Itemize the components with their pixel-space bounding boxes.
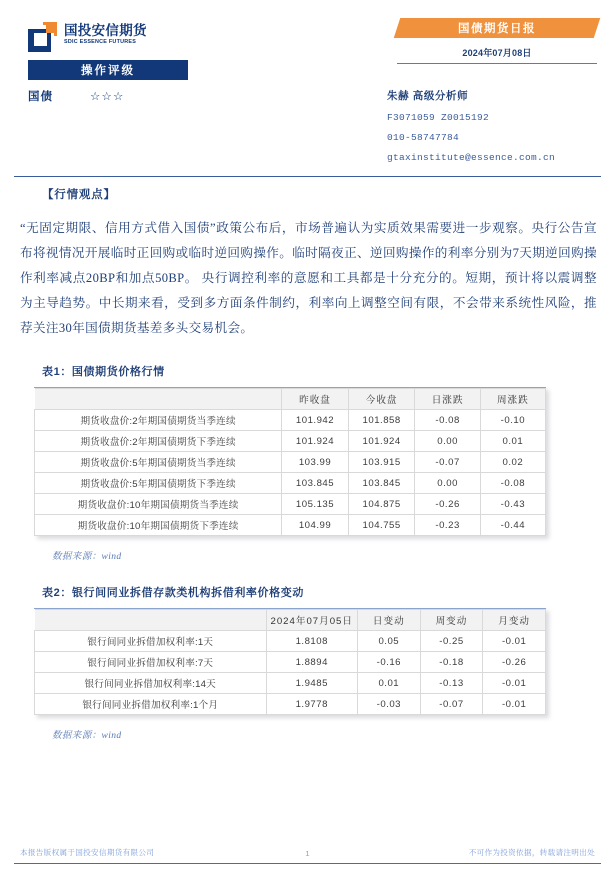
table2-row1-val3: -0.26 xyxy=(483,652,546,673)
table2-header-2: 周变动 xyxy=(420,610,483,631)
table2-source-note: 数据来源：wind xyxy=(52,731,122,741)
table1-row4-val3: -0.43 xyxy=(480,494,545,515)
table1-row5-val3: -0.44 xyxy=(480,515,545,536)
table1-row2-val2: -0.07 xyxy=(415,452,480,473)
table1-header-0: 昨收盘 xyxy=(282,389,349,410)
table1-header-row xyxy=(35,389,546,410)
table-row xyxy=(35,652,546,673)
company-logo xyxy=(28,22,147,52)
table1-row1-val1: 101.924 xyxy=(348,431,415,452)
footer-page-number: 1 xyxy=(305,849,310,858)
table1-row1-label: 期货收盘价:2年期国债期货下季连续 xyxy=(35,431,282,452)
analyst-phone: 010-58747784 xyxy=(387,132,460,143)
analyst-email: gtaxinstitute@essence.com.cn xyxy=(387,152,556,163)
table1-row1-val0: 101.924 xyxy=(282,431,349,452)
table1-header-1: 今收盘 xyxy=(348,389,415,410)
rating-bar-title: 操作评级 xyxy=(28,60,188,80)
table1-row5-val2: -0.23 xyxy=(415,515,480,536)
header-divider xyxy=(14,176,601,177)
table2-row0-val0: 1.8108 xyxy=(266,631,357,652)
table2-header-row xyxy=(35,610,546,631)
table2-row3-val3: -0.01 xyxy=(483,694,546,715)
table2-row2-val3: -0.01 xyxy=(483,673,546,694)
table2-row1-val0: 1.8894 xyxy=(266,652,357,673)
table-row xyxy=(35,631,546,652)
table-row xyxy=(35,673,546,694)
table1-row2-label: 期货收盘价:5年期国债期货当季连续 xyxy=(35,452,282,473)
logo-mark-icon xyxy=(28,22,58,52)
table2-row3-val0: 1.9778 xyxy=(266,694,357,715)
table2-row0-val2: -0.25 xyxy=(420,631,483,652)
footer-copyright: 本报告版权属于国投安信期货有限公司 xyxy=(20,848,155,857)
table2-header-1: 日变动 xyxy=(357,610,420,631)
table2 xyxy=(34,609,546,715)
table1-header-blank xyxy=(35,389,282,410)
table2-title: 表2：银行间同业拆借存款类机构拆借利率价格变动 xyxy=(42,587,304,599)
table1-row1-val3: 0.01 xyxy=(480,431,545,452)
table2-row2-label: 银行间同业拆借加权利率:14天 xyxy=(35,673,267,694)
table2-row2-val0: 1.9485 xyxy=(266,673,357,694)
rating-row xyxy=(28,88,125,104)
document-header xyxy=(0,0,615,168)
viewpoint-body-text: “无固定期限、信用方式借入国债”政策公布后，市场普遍认为实质效果需要进一步观察。央行公告宣布将视情况开展临时正回购或临时逆回购操作。临时隔夜正、逆回购操作的利率分别为7天期逆回购操作利率减点20BP和加点50BP。 央行调控利率的意愿和工具都是十分充分的。短期，预计将以震调整为主导趋势。中长期来看，受到多方面条件制约，利率向上调整空间有限，不会带来系统性风险，推荐关注30年国债期货基差多头交易机会。 xyxy=(20,221,597,335)
table1-row1-val2: 0.00 xyxy=(415,431,480,452)
table1-row0-val1: 101.858 xyxy=(348,410,415,431)
report-banner xyxy=(397,18,597,64)
table1-row4-val0: 105.135 xyxy=(282,494,349,515)
table2-row1-val2: -0.18 xyxy=(420,652,483,673)
table2-container xyxy=(34,608,546,715)
logo-company-name-en: SDIC ESSENCE FUTURES xyxy=(64,39,137,45)
table-row xyxy=(35,694,546,715)
analyst-name: 朱赫 高级分析师 xyxy=(387,90,469,102)
viewpoint-section-title: 【行情观点】 xyxy=(42,189,116,201)
table1 xyxy=(34,388,546,536)
table1-title: 表1：国债期货价格行情 xyxy=(42,366,165,378)
table2-header-0: 2024年07月05日 xyxy=(266,610,357,631)
table1-row3-val0: 103.845 xyxy=(282,473,349,494)
rating-stars-icon: ☆☆☆ xyxy=(90,91,125,103)
table1-row4-val1: 104.875 xyxy=(348,494,415,515)
rating-instrument-label: 国债 xyxy=(28,91,53,103)
table-row xyxy=(35,410,546,431)
report-title: 国债期货日报 xyxy=(458,23,536,35)
table-row xyxy=(35,494,546,515)
logo-company-name-cn: 国投安信期货 xyxy=(64,23,147,38)
table2-row3-val1: -0.03 xyxy=(357,694,420,715)
analyst-license: F3071059 Z0015192 xyxy=(387,112,490,123)
table1-row4-val2: -0.26 xyxy=(415,494,480,515)
table-row xyxy=(35,515,546,536)
table1-header-2: 日涨跌 xyxy=(415,389,480,410)
report-banner-shape xyxy=(394,18,600,38)
table2-row2-val2: -0.13 xyxy=(420,673,483,694)
table1-header-3: 周涨跌 xyxy=(480,389,545,410)
table1-row0-val3: -0.10 xyxy=(480,410,545,431)
table2-header-blank xyxy=(35,610,267,631)
table1-row5-val1: 104.755 xyxy=(348,515,415,536)
table1-row0-val2: -0.08 xyxy=(415,410,480,431)
table1-row2-val3: 0.02 xyxy=(480,452,545,473)
table2-row3-label: 银行间同业拆借加权利率:1个月 xyxy=(35,694,267,715)
table-row xyxy=(35,431,546,452)
table1-container xyxy=(34,387,546,536)
footer-divider xyxy=(14,863,601,864)
table1-row2-val0: 103.99 xyxy=(282,452,349,473)
report-date: 2024年07月08日 xyxy=(397,46,597,64)
table2-row0-val1: 0.05 xyxy=(357,631,420,652)
table-row xyxy=(35,473,546,494)
table2-row1-val1: -0.16 xyxy=(357,652,420,673)
table2-row1-label: 银行间同业拆借加权利率:7天 xyxy=(35,652,267,673)
table1-row5-val0: 104.99 xyxy=(282,515,349,536)
table1-row0-val0: 101.942 xyxy=(282,410,349,431)
table2-header-3: 月变动 xyxy=(483,610,546,631)
table1-row4-label: 期货收盘价:10年期国债期货当季连续 xyxy=(35,494,282,515)
footer-disclaimer: 不可作为投资依据，转载请注明出处 xyxy=(468,848,595,857)
table2-row0-val3: -0.01 xyxy=(483,631,546,652)
table1-row5-label: 期货收盘价:10年期国债期货下季连续 xyxy=(35,515,282,536)
table1-row3-val2: 0.00 xyxy=(415,473,480,494)
table1-row0-label: 期货收盘价:2年期国债期货当季连续 xyxy=(35,410,282,431)
table1-row2-val1: 103.915 xyxy=(348,452,415,473)
table2-row2-val1: 0.01 xyxy=(357,673,420,694)
table1-row3-val3: -0.08 xyxy=(480,473,545,494)
table2-row0-label: 银行间同业拆借加权利率:1天 xyxy=(35,631,267,652)
document-content xyxy=(0,186,615,741)
table-row xyxy=(35,452,546,473)
table1-row3-val1: 103.845 xyxy=(348,473,415,494)
document-footer xyxy=(0,838,615,864)
table2-row3-val2: -0.07 xyxy=(420,694,483,715)
table1-row3-label: 期货收盘价:5年期国债期货下季连续 xyxy=(35,473,282,494)
analyst-contact-block xyxy=(387,88,597,172)
table1-source-note: 数据来源：wind xyxy=(52,552,122,562)
